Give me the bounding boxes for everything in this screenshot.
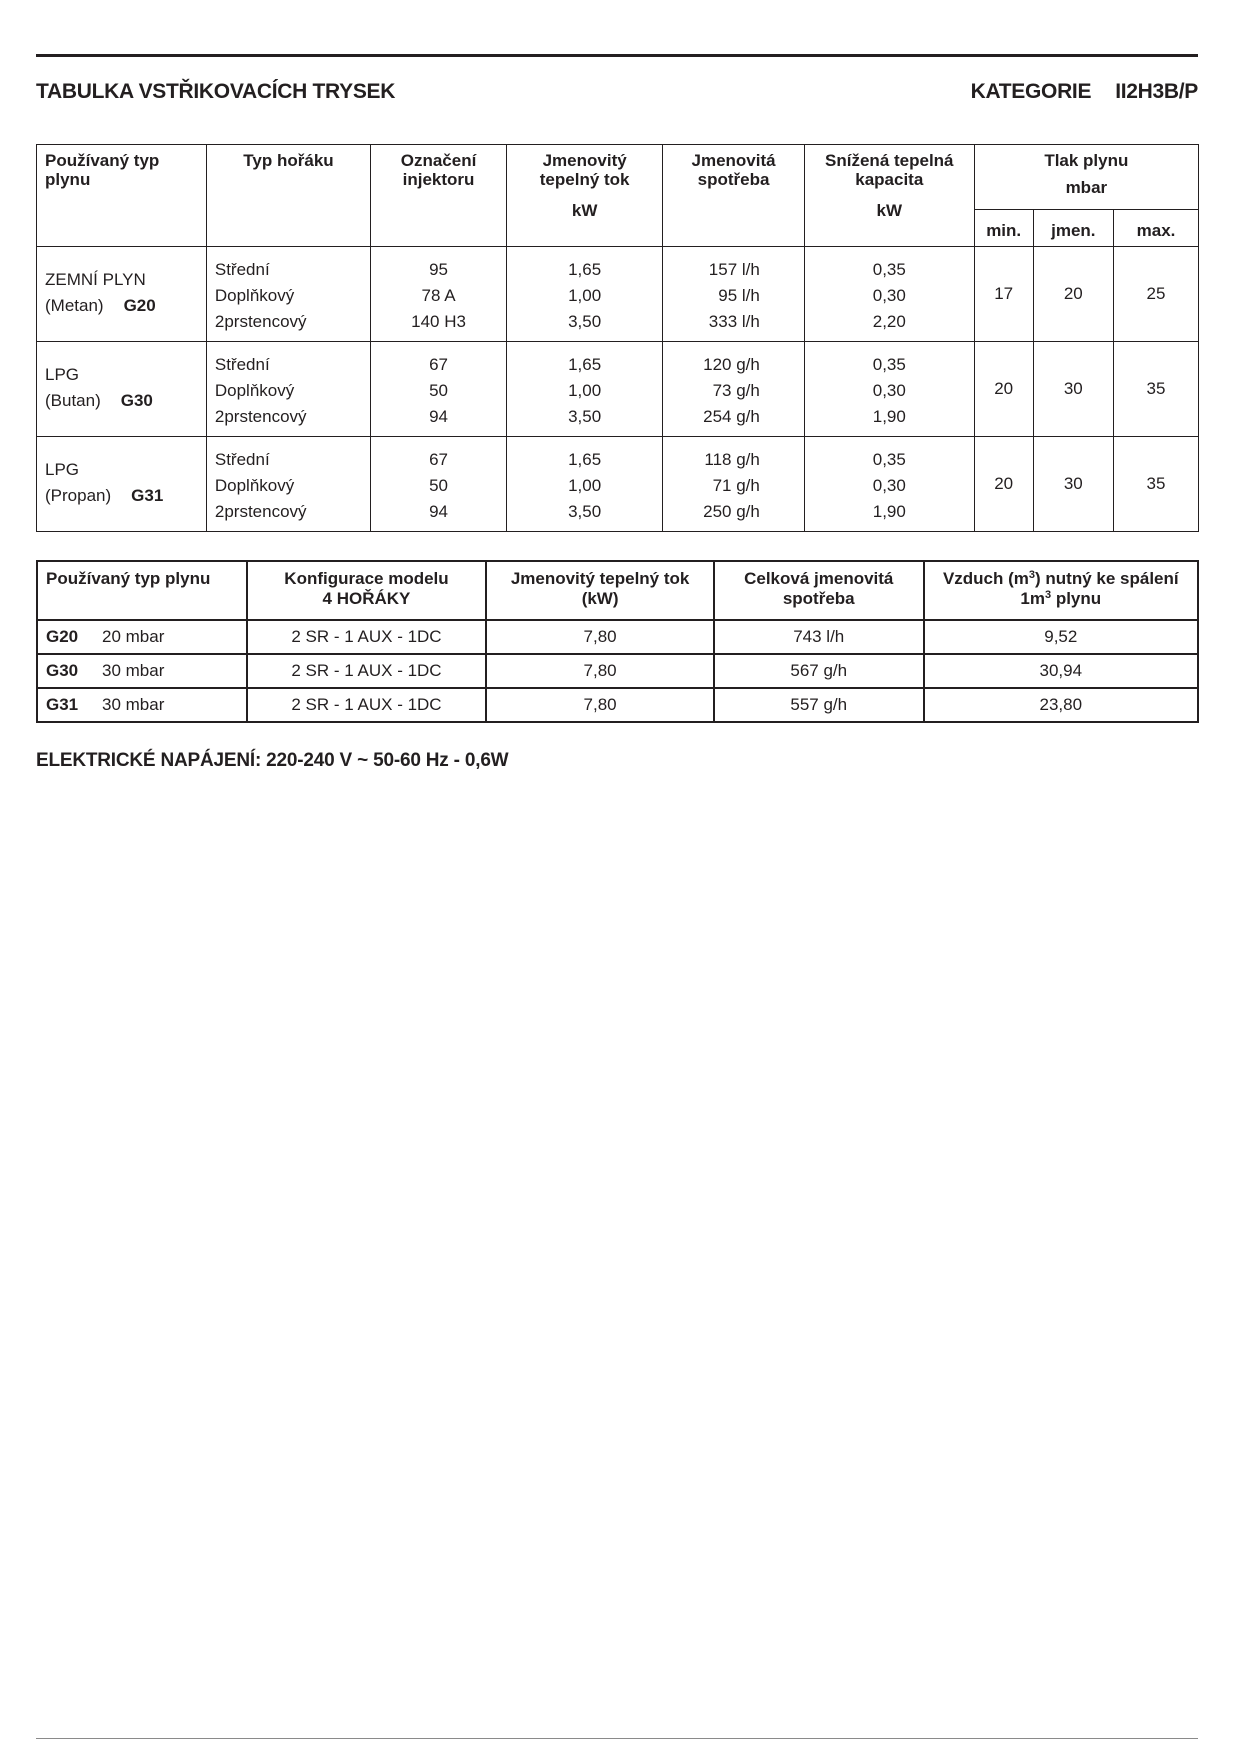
table-row bbox=[37, 247, 1199, 342]
summary-header-heat-flow bbox=[486, 561, 714, 620]
injector-value: 50 bbox=[429, 381, 448, 400]
burner-name: Doplňkový bbox=[214, 286, 295, 305]
heat-flow-value: 1,65 bbox=[568, 450, 602, 469]
gas-pressure: 20 mbar bbox=[102, 627, 165, 646]
air-cell: 23,80 bbox=[924, 688, 1198, 722]
gas-code: G31 bbox=[131, 486, 164, 505]
consumption-cell: 567 g/h bbox=[714, 654, 924, 688]
header-injector-mark: Označení injektoru bbox=[371, 145, 507, 247]
consumption-value: 71 g/h bbox=[712, 476, 760, 495]
burner-cell bbox=[206, 437, 370, 532]
gas-variant: (Propan) bbox=[45, 486, 112, 505]
pressure-max: 25 bbox=[1114, 247, 1199, 342]
table-row bbox=[37, 654, 1198, 688]
heat-flow-value: 3,50 bbox=[568, 502, 602, 521]
table-row bbox=[37, 620, 1198, 654]
heat-flow-cell bbox=[507, 437, 663, 532]
gas-cell bbox=[37, 342, 207, 437]
page-title: TABULKA VSTŘIKOVACÍCH TRYSEK bbox=[36, 80, 396, 103]
consumption-cell: 743 l/h bbox=[714, 620, 924, 654]
reduced-value: 0,30 bbox=[872, 476, 906, 495]
burner-cell bbox=[206, 247, 370, 342]
heat-flow-value: 1,00 bbox=[568, 381, 602, 400]
injector-value: 78 A bbox=[421, 286, 456, 305]
summary-gas-cell bbox=[37, 654, 247, 688]
config-cell: 2 SR - 1 AUX - 1DC bbox=[247, 620, 487, 654]
header-reduced-capacity-label: Snížená tepelná kapacita bbox=[825, 151, 954, 189]
summary-header-config-line1: Konfigurace modelu bbox=[284, 569, 449, 588]
gas-cell bbox=[37, 247, 207, 342]
injector-value: 140 H3 bbox=[411, 312, 466, 331]
category-label bbox=[971, 80, 1198, 104]
burner-cell bbox=[206, 342, 370, 437]
consumption-cell bbox=[663, 247, 805, 342]
gas-pressure: 30 mbar bbox=[102, 695, 165, 714]
header-nominal-heat-flow bbox=[507, 145, 663, 247]
reduced-value: 0,35 bbox=[872, 450, 906, 469]
injector-value: 94 bbox=[429, 407, 448, 426]
pressure-min: 20 bbox=[974, 437, 1033, 532]
injector-value: 95 bbox=[429, 260, 448, 279]
header-gas-pressure-unit: mbar bbox=[1065, 178, 1108, 197]
consumption-value: 250 g/h bbox=[703, 502, 760, 521]
gas-cell bbox=[37, 437, 207, 532]
summary-gas-cell bbox=[37, 620, 247, 654]
burner-name: 2prstencový bbox=[214, 502, 307, 521]
reduced-cell bbox=[804, 342, 974, 437]
reduced-value: 1,90 bbox=[872, 502, 906, 521]
pressure-nom: 20 bbox=[1033, 247, 1113, 342]
reduced-cell bbox=[804, 247, 974, 342]
table-row bbox=[37, 342, 1199, 437]
heat-flow-cell bbox=[507, 342, 663, 437]
summary-header-air bbox=[924, 561, 1198, 620]
heat-flow-cell: 7,80 bbox=[486, 688, 714, 722]
heat-flow-value: 3,50 bbox=[568, 407, 602, 426]
burner-name: Střední bbox=[214, 260, 270, 279]
summary-header-consumption bbox=[714, 561, 924, 620]
injector-cell bbox=[371, 437, 507, 532]
heat-flow-value: 3,50 bbox=[568, 312, 602, 331]
summary-header-air-part1: Vzduch (m bbox=[942, 569, 1029, 588]
burner-name: 2prstencový bbox=[214, 312, 307, 331]
gas-code: G30 bbox=[46, 661, 79, 680]
header-nominal-consumption: Jmenovitá spotřeba bbox=[663, 145, 805, 247]
summary-header-gas-type: Používaný typ plynu bbox=[37, 561, 247, 620]
header-nominal-heat-flow-label: Jmenovitý tepelný tok bbox=[539, 151, 630, 189]
consumption-cell: 557 g/h bbox=[714, 688, 924, 722]
superscript: 3 bbox=[1044, 589, 1052, 601]
heat-flow-cell bbox=[507, 247, 663, 342]
category-value: II2H3B/P bbox=[1115, 80, 1198, 103]
header-nominal-heat-flow-unit: kW bbox=[571, 201, 598, 220]
config-cell: 2 SR - 1 AUX - 1DC bbox=[247, 654, 487, 688]
burner-name: Střední bbox=[214, 355, 270, 374]
consumption-cell bbox=[663, 342, 805, 437]
burner-name: 2prstencový bbox=[214, 407, 307, 426]
header-reduced-capacity-unit: kW bbox=[876, 201, 903, 220]
top-rule bbox=[36, 54, 1198, 57]
consumption-value: 118 g/h bbox=[704, 450, 760, 469]
pressure-min: 20 bbox=[974, 342, 1033, 437]
header-pressure-max: max. bbox=[1114, 210, 1199, 247]
consumption-value: 254 g/h bbox=[703, 407, 760, 426]
header-gas-pressure bbox=[974, 145, 1198, 210]
reduced-value: 0,30 bbox=[872, 381, 906, 400]
injector-value: 50 bbox=[429, 476, 448, 495]
heat-flow-cell: 7,80 bbox=[486, 620, 714, 654]
reduced-value: 0,35 bbox=[872, 260, 906, 279]
heat-flow-cell: 7,80 bbox=[486, 654, 714, 688]
consumption-value: 157 l/h bbox=[708, 260, 760, 279]
summary-header-consumption-line1: Celková jmenovitá bbox=[744, 569, 894, 588]
air-cell: 9,52 bbox=[924, 620, 1198, 654]
table-row bbox=[37, 688, 1198, 722]
category-label-text: KATEGORIE bbox=[970, 80, 1092, 103]
summary-table bbox=[36, 560, 1199, 723]
burner-name: Doplňkový bbox=[214, 476, 295, 495]
injector-table bbox=[36, 144, 1199, 532]
header-pressure-min: min. bbox=[974, 210, 1033, 247]
pressure-nom: 30 bbox=[1033, 342, 1113, 437]
summary-header-config-line2: 4 HOŘÁKY bbox=[322, 589, 411, 608]
consumption-cell bbox=[663, 437, 805, 532]
gas-variant: (Butan) bbox=[45, 391, 101, 410]
summary-header-heat-flow-line2: (kW) bbox=[581, 589, 619, 608]
reduced-value: 0,35 bbox=[872, 355, 906, 374]
bottom-rule bbox=[36, 1738, 1198, 1739]
consumption-value: 333 l/h bbox=[708, 312, 760, 331]
consumption-value: 95 l/h bbox=[718, 286, 760, 305]
gas-name: ZEMNÍ PLYN bbox=[45, 270, 146, 289]
injector-value: 67 bbox=[429, 450, 448, 469]
reduced-value: 0,30 bbox=[872, 286, 906, 305]
injector-value: 94 bbox=[429, 502, 448, 521]
gas-name: LPG bbox=[45, 460, 80, 479]
pressure-max: 35 bbox=[1114, 342, 1199, 437]
injector-cell bbox=[371, 247, 507, 342]
table-row bbox=[37, 437, 1199, 532]
config-cell: 2 SR - 1 AUX - 1DC bbox=[247, 688, 487, 722]
gas-code: G31 bbox=[46, 695, 79, 714]
summary-header-consumption-line2: spotřeba bbox=[782, 589, 855, 608]
reduced-value: 2,20 bbox=[872, 312, 906, 331]
gas-name: LPG bbox=[45, 365, 80, 384]
burner-name: Doplňkový bbox=[214, 381, 295, 400]
injector-value: 67 bbox=[429, 355, 448, 374]
heat-flow-value: 1,00 bbox=[568, 476, 602, 495]
header-reduced-capacity bbox=[804, 145, 974, 247]
summary-header-air-line2a: 1m bbox=[1020, 589, 1045, 608]
consumption-value: 73 g/h bbox=[712, 381, 760, 400]
gas-code: G30 bbox=[120, 391, 153, 410]
gas-code: G20 bbox=[123, 296, 156, 315]
superscript: 3 bbox=[1028, 569, 1036, 581]
burner-name: Střední bbox=[214, 450, 270, 469]
header-gas-pressure-label: Tlak plynu bbox=[1044, 151, 1129, 170]
air-cell: 30,94 bbox=[924, 654, 1198, 688]
reduced-value: 1,90 bbox=[872, 407, 906, 426]
header-burner-type: Typ hořáku bbox=[206, 145, 370, 247]
header-gas-type: Používaný typ plynu bbox=[37, 145, 207, 247]
summary-header-heat-flow-line1: Jmenovitý tepelný tok bbox=[510, 569, 690, 588]
gas-code: G20 bbox=[46, 627, 79, 646]
consumption-value: 120 g/h bbox=[703, 355, 760, 374]
reduced-cell bbox=[804, 437, 974, 532]
gas-pressure: 30 mbar bbox=[102, 661, 165, 680]
summary-header-air-line2b: plynu bbox=[1051, 589, 1102, 608]
pressure-min: 17 bbox=[974, 247, 1033, 342]
summary-gas-cell bbox=[37, 688, 247, 722]
pressure-nom: 30 bbox=[1033, 437, 1113, 532]
summary-header-config bbox=[247, 561, 487, 620]
injector-cell bbox=[371, 342, 507, 437]
heat-flow-value: 1,00 bbox=[568, 286, 602, 305]
pressure-max: 35 bbox=[1114, 437, 1199, 532]
power-supply-note: ELEKTRICKÉ NAPÁJENÍ: 220-240 V ~ 50-60 Hz - 0,6W bbox=[36, 750, 509, 771]
heat-flow-value: 1,65 bbox=[568, 260, 602, 279]
summary-header-air-part2: ) nutný ke spálení bbox=[1035, 569, 1179, 588]
header-pressure-nom: jmen. bbox=[1033, 210, 1113, 247]
gas-variant: (Metan) bbox=[45, 296, 104, 315]
heat-flow-value: 1,65 bbox=[568, 355, 602, 374]
